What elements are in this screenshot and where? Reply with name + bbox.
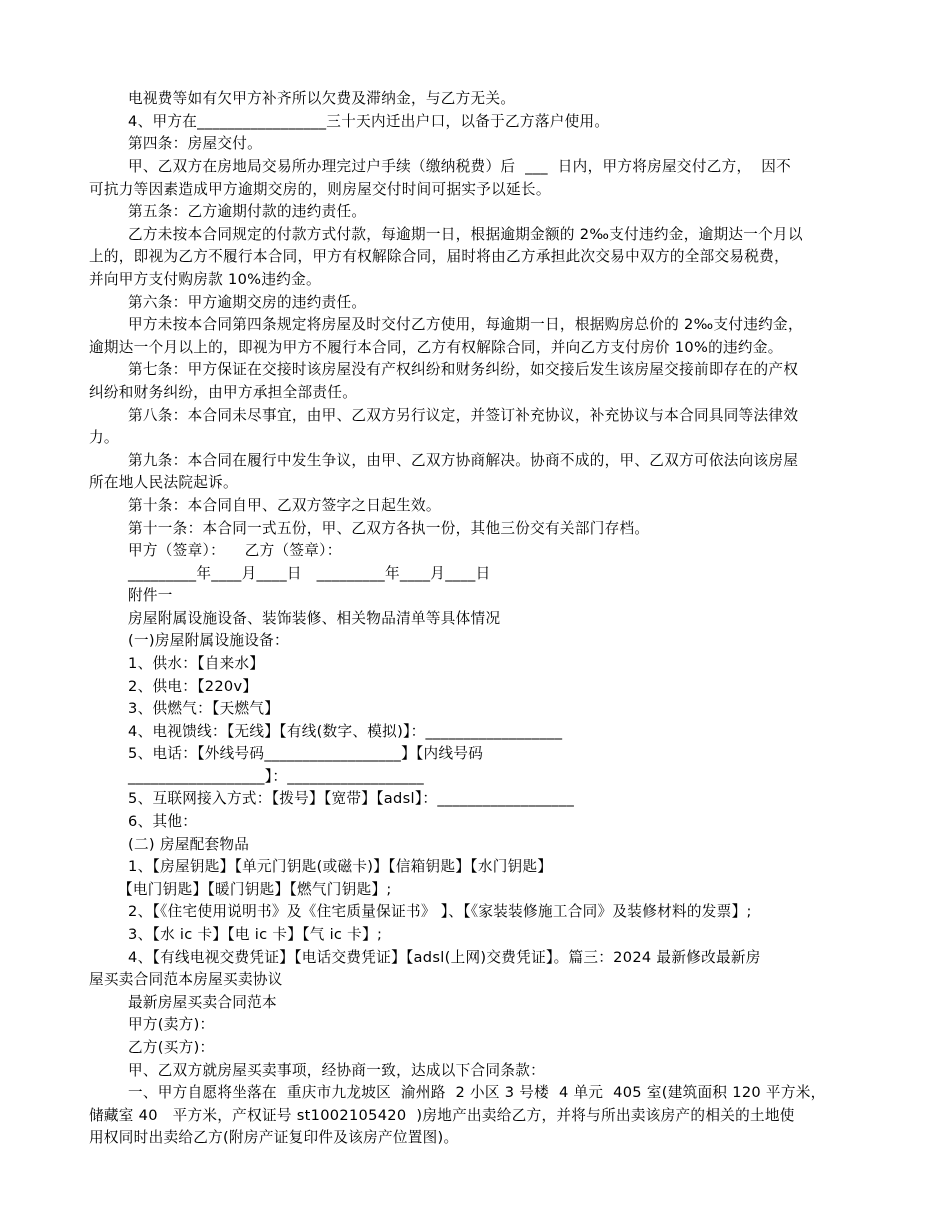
section-heading: 第四条：房屋交付。	[128, 135, 263, 152]
list-item: 6、其他：	[128, 813, 198, 830]
list-heading: (一)房屋附属设施设备：	[128, 632, 289, 649]
text-line: 电视费等如有欠甲方补齐所以欠费及滞纳金，与乙方无关。	[128, 90, 516, 107]
list-item: 4、【有线电视交费凭证】【电话交费凭证】【adsl(上网)交费凭证】。篇三：2024 最新修改最新房	[128, 949, 761, 966]
text-line: 用权同时出卖给乙方(附房产证复印件及该房产位置图)。	[89, 1129, 459, 1146]
list-item: 3、供燃气：【天燃气】	[128, 700, 280, 717]
party-line: 甲方(卖方)：	[128, 1016, 215, 1033]
text-line: 屋买卖合同范本房屋买卖协议	[89, 971, 283, 988]
text-line: 所在地人民法院起诉。	[89, 474, 238, 491]
text-line: 第十一条：本合同一式五份，甲、乙双方各执一份，其他三份交有关部门存档。	[128, 520, 650, 537]
text-line: 甲、乙双方就房屋买卖事项，经协商一致，达成以下合同条款：	[128, 1062, 546, 1079]
party-line: 乙方(买方)：	[128, 1039, 215, 1056]
list-item: 5、互联网接入方式：【拨号】【宽带】【adsl】：__________________	[128, 790, 575, 807]
text-line: 可抗力等因素造成甲方逾期交房的，则房屋交付时间可据实予以延长。	[89, 181, 551, 198]
text-line: 4、甲方在_________________三十天内迁出户口，以备于乙方落户使用。	[128, 113, 610, 130]
contract-title: 最新房屋买卖合同范本	[128, 994, 277, 1011]
list-item: 5、电话：【外线号码__________________】【内线号码	[128, 745, 484, 762]
text-line: 第九条：本合同在履行中发生争议，由甲、乙双方协商解决。协商不成的，甲、乙双方可依法向该房屋	[128, 452, 799, 469]
text-line: 逾期达一个月以上的，即视为甲方不履行本合同，乙方有权解除合同，并向乙方支付房价 10%的违约金。	[89, 339, 783, 356]
text-line: 第八条：本合同未尽事宜，由甲、乙双方另行议定，并签订补充协议，补充协议与本合同具同等法律效	[128, 407, 799, 424]
list-item: 3、【水 ic 卡】【电 ic 卡】【气 ic 卡】;	[128, 926, 383, 943]
text-line: 甲方未按本合同第四条规定将房屋及时交付乙方使用，每逾期一日，根据购房总价的 2‰支付违约金，	[128, 316, 803, 333]
section-heading: 第六条：甲方逾期交房的违约责任。	[128, 294, 367, 311]
list-item: 4、电视馈线：【无线】【有线(数字、模拟)】：__________________	[128, 723, 563, 740]
list-item: 【电门钥匙】【暖门钥匙】【燃气门钥匙】;	[118, 881, 392, 898]
text-line: 力。	[89, 429, 119, 446]
text-line: 甲、乙双方在房地局交易所办理完过户手续（缴纳税费）后 ___ 日内，甲方将房屋交付乙方， 因不	[128, 158, 792, 175]
text-line: 储藏室 40 平方米，产权证号 st1002105420 )房地产出卖给乙方，并将与所出卖该房产的相关的土地使	[89, 1107, 795, 1124]
list-heading: (二) 房屋配套物品	[128, 836, 250, 853]
date-line: _________年____月____日 _________年____月____日	[128, 565, 491, 582]
text-line: 并向甲方支付购房款 10%违约金。	[89, 271, 321, 288]
text-line: 乙方未按本合同规定的付款方式付款，每逾期一日，根据逾期金额的 2‰支付违约金，逾期达一个月以	[128, 226, 803, 243]
list-item: 2、【《住宅使用说明书》及《住宅质量保证书》 】、【《家装装修施工合同》及装修材料的发票】;	[128, 903, 752, 920]
list-item: 1、供水：【自来水】	[128, 655, 265, 672]
list-item: 1、【房屋钥匙】【单元门钥匙(或磁卡)】【信箱钥匙】【水门钥匙】	[128, 858, 553, 875]
text-line: 一、甲方自愿将坐落在 重庆市九龙坡区 渝州路 2 小区 3 号楼 4 单元 405 室(建筑面积 120 平方米，	[128, 1084, 826, 1101]
list-item: __________________】：__________________	[128, 768, 424, 785]
text-line: 上的，即视为乙方不履行本合同，甲方有权解除合同，届时将由乙方承担此次交易中双方的全部交易税费，	[89, 248, 790, 265]
text-line: 第十条：本合同自甲、乙双方签字之日起生效。	[128, 497, 441, 514]
signature-line: 甲方（签章）： 乙方（签章）：	[128, 542, 342, 559]
section-heading: 第五条：乙方逾期付款的违约责任。	[128, 203, 367, 220]
text-line: 纠纷和财务纠纷，由甲方承担全部责任。	[89, 384, 358, 401]
appendix-title: 附件一	[128, 587, 173, 604]
text-line: 第七条：甲方保证在交接时该房屋没有产权纠纷和财务纠纷，如交接后发生该房屋交接前即存在的产权	[128, 361, 799, 378]
list-item: 2、供电：【220v】	[128, 678, 258, 695]
appendix-subtitle: 房屋附属设施设备、装饰装修、相关物品清单等具体情况	[128, 610, 501, 627]
